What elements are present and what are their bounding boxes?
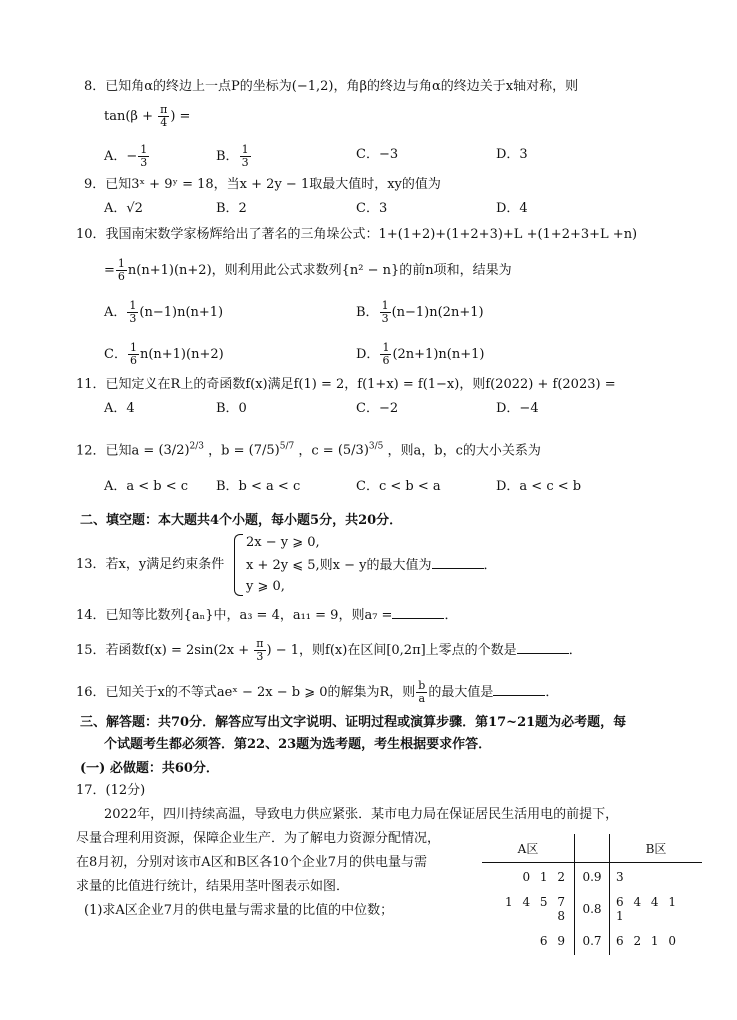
q16-answer-blank[interactable]: [493, 683, 545, 696]
q8-expr-pre: tan(β +: [104, 109, 158, 124]
q13-stem: 13．若x，y满足约束条件: [76, 557, 225, 572]
q8-pi-over-4: $\frac{\pi}{4}$: [160, 103, 168, 129]
stem-leaf-plot: [482, 834, 702, 955]
q8-expression: [104, 104, 190, 129]
q9-option-a: A．√2: [104, 201, 143, 216]
q17-subquestion-1: (1)求A区企业7月的供电量与需求量的比值的中位数；: [84, 903, 394, 918]
q11-option-a: A．4: [104, 401, 135, 416]
q8-expr-post: ) =: [170, 109, 191, 124]
q10-stem: 10．我国南宋数学家杨辉给出了著名的三角垛公式：1+(1+2)+(1+2+3)+L +(1+2+3+L +n): [76, 227, 638, 242]
part-1-heading: (一) 必做题：共60分．: [80, 761, 219, 776]
q17-paragraph-line1: 2022年，四川持续高温，导致电力供应紧张．某市电力局在保证居民生活用电的前提下，: [104, 807, 619, 822]
q8-option-d: D．3: [496, 147, 528, 162]
q12-option-b: B．b < a < c: [216, 479, 301, 494]
q12-c-value: $(5/3)^{3/5}$: [337, 442, 384, 459]
q13-constraint-1: 2x − y ⩾ 0,: [246, 535, 320, 550]
stem-leaf-row: 0 1 2 0.9 3: [482, 863, 702, 892]
section-2-heading: 二、填空题：本大题共4个小题，每小题5分，共20分．: [80, 513, 403, 528]
q15-answer-blank[interactable]: [517, 641, 569, 654]
q14-answer-blank[interactable]: [392, 606, 444, 619]
q15-stem: 15．若函数f(x) = 2sin(2x + $\frac{\pi}{3}$ ) − 1，则f(x)在区间[0,2π]上零点的个数是 ．: [76, 637, 582, 663]
q13-constraint-brace: [234, 534, 243, 596]
section-3-heading: 三、解答题：共70分．解答应写出文字说明、证明过程或演算步骤．第17~21题为必考题，每: [80, 715, 627, 730]
stem-leaf-header-b: B区: [610, 834, 703, 863]
q8-option-c: C．−3: [356, 147, 399, 162]
stem-leaf-row: 1 4 5 7 8 0.8 6 4 4 1 1: [482, 891, 702, 927]
q9-option-d: D．4: [496, 201, 528, 216]
stem-leaf-header-a: A区: [482, 834, 575, 863]
q12-b-value: $(7/5)^{5/7}$: [248, 442, 295, 459]
q12-option-d: D．a < c < b: [496, 479, 582, 494]
q14-stem: 14．已知等比数列{aₙ}中，a₃ = 4，a₁₁ = 9，则a₇ = ．: [76, 608, 458, 623]
q16-stem: 16．已知关于x的不等式aeˣ − 2x − b ⩾ 0的解集为R，则 $\frac{b}{a}$ 的最大值是 ．: [76, 679, 559, 705]
q13-constraint-2: x + 2y ⩽ 5,则x − y的最大值为 ．: [246, 558, 497, 573]
q8-option-a: A．− $\frac{1}{3}$: [104, 143, 148, 169]
q10-option-d: D． $\frac{1}{6}$ (2n+1)n(n+1): [356, 341, 485, 367]
q13-answer-blank[interactable]: [432, 556, 484, 569]
section-3-heading-line2: 个试题考生都必须答．第22、23题为选考题，考生根据要求作答．: [104, 737, 492, 752]
q9-option-c: C．3: [356, 201, 388, 216]
q17-paragraph-line4: 求量的比值进行统计，结果用茎叶图表示如图．: [76, 879, 350, 894]
stem-leaf-header-stem: [575, 834, 610, 863]
q9-option-b: B．2: [216, 201, 247, 216]
q10-stem-line2: = $\frac{1}{6}$ n(n+1)(n+2)，则利用此公式求数列{n² − n}的前n项和，结果为: [104, 257, 512, 283]
q10-option-a: A． $\frac{1}{3}$ (n−1)n(n+1): [104, 299, 224, 325]
q11-option-b: B．0: [216, 401, 247, 416]
stem-leaf-row: 6 9 0.7 6 2 1 0: [482, 927, 702, 955]
q13-constraint-3: y ⩾ 0,: [246, 579, 285, 594]
q10-option-b: B． $\frac{1}{3}$ (n−1)n(2n+1): [356, 299, 484, 325]
q17-paragraph-line3: 在8月初，分别对该市A区和B区各10个企业7月的供电量与需: [76, 855, 428, 870]
q17-heading: 17．(12分): [76, 783, 146, 798]
q11-stem: 11．已知定义在R上的奇函数f(x)满足f(1) = 2，f(1+x) = f(1−x)，则f(2022) + f(2023) =: [76, 377, 616, 392]
q10-option-c: C． $\frac{1}{6}$ n(n+1)(n+2): [104, 341, 224, 367]
q12-a-value: $(3/2)^{2/3}$: [158, 442, 205, 459]
q12-stem: 12．已知$a = (3/2)^{2/3}$ ，$b = (7/5)^{5/7}$ ，$c = (5/3)^{3/5}$ ，则a，b，c的大小关系为: [76, 442, 541, 459]
q17-paragraph-line2: 尽量合理利用资源，保障企业生产．为了解电力资源分配情况，: [76, 831, 441, 846]
q8-stem: 8．已知角α的终边上一点P的坐标为(−1,2)，角β的终边与角α的终边关于x轴对称，则: [84, 79, 579, 94]
q11-option-d: D．−4: [496, 401, 539, 416]
q12-option-a: A．a < b < c: [104, 479, 189, 494]
q9-stem: 9．已知3ˣ + 9ʸ = 18，当x + 2y − 1取最大值时，xy的值为: [84, 177, 441, 192]
q8-option-b: B． $\frac{1}{3}$: [216, 143, 249, 169]
q11-option-c: C．−2: [356, 401, 399, 416]
q12-option-c: C．c < b < a: [356, 479, 441, 494]
